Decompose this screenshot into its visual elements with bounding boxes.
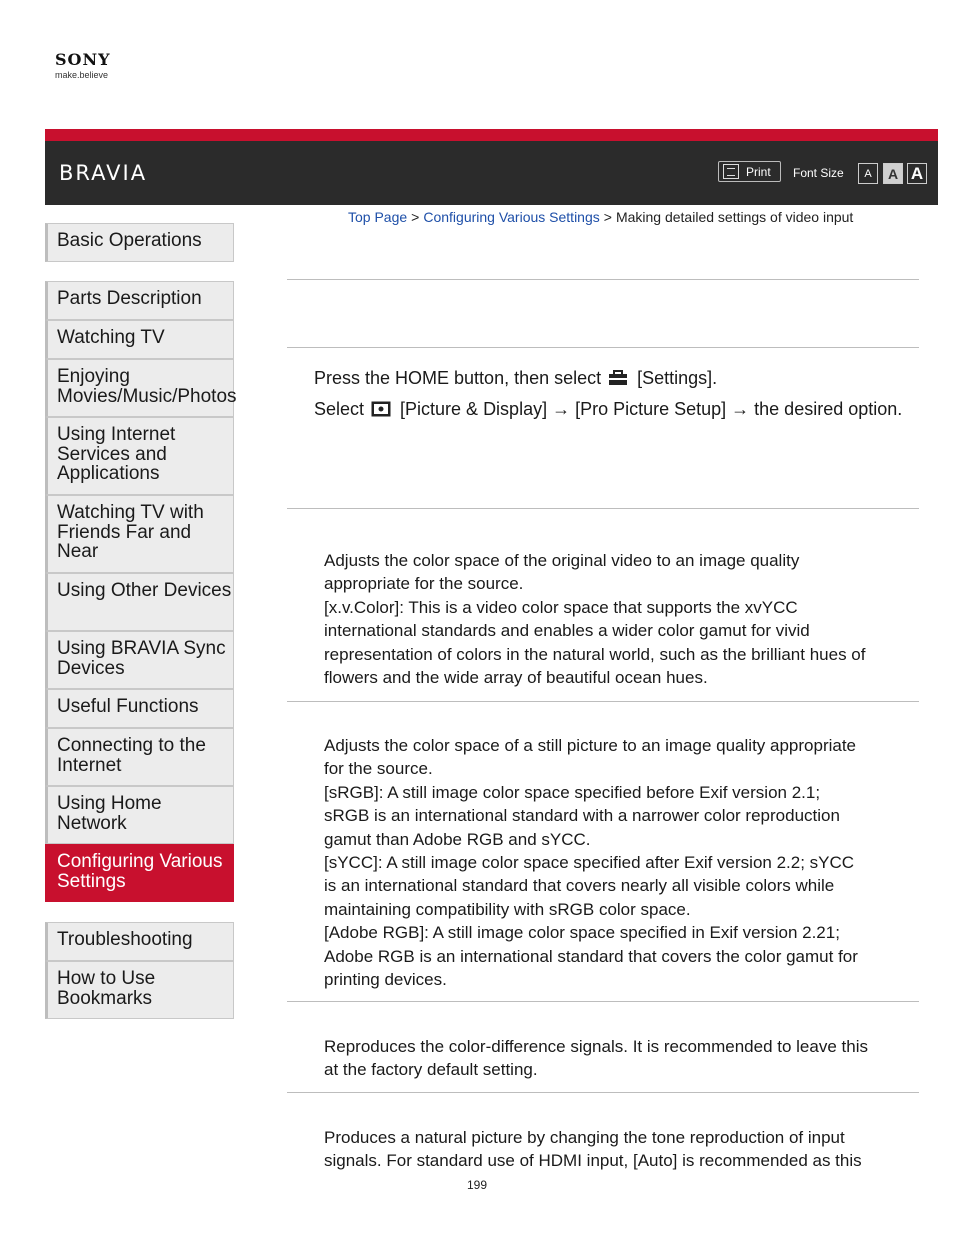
breadcrumb-top-page-link[interactable]: Top Page: [348, 209, 408, 225]
text-line: Adjusts the color space of a still picture to an image quality appropriate: [324, 736, 857, 755]
header-bar: [45, 141, 938, 205]
section-text: [324, 1035, 924, 1082]
text-line: Reproduces the color-difference signals. It is recommended to leave this: [324, 1037, 868, 1056]
text-line: for the source.: [324, 759, 433, 779]
text-line: [sYCC]: A still image color space specified after Exif version 2.2; sYCC: [324, 853, 855, 873]
step-2-text: Select: [314, 399, 370, 419]
step-2: [314, 397, 904, 424]
text-line: international standards and enables a wider color gamut for vivid: [324, 621, 810, 641]
breadcrumb-current: Making detailed settings of video input: [615, 209, 854, 225]
toolbox-icon: [608, 368, 628, 393]
section-divider: [287, 1092, 919, 1093]
printer-icon: [723, 164, 739, 179]
font-size-medium-button[interactable]: A: [883, 163, 903, 184]
page-number: 199: [467, 1178, 488, 1192]
sidebar-item-enjoying-media[interactable]: Enjoying Movies/Music/Photos: [45, 359, 234, 417]
text-line: maintaining compatibility with sRGB color space.: [324, 899, 691, 919]
sidebar-item-troubleshooting[interactable]: Troubleshooting: [45, 922, 234, 961]
print-button[interactable]: [718, 161, 781, 182]
sidebar-item-bookmarks[interactable]: How to Use Bookmarks: [45, 961, 234, 1019]
breadcrumb-separator: >: [411, 209, 420, 225]
section-divider: [287, 701, 919, 702]
text-line: sRGB is an international standard with a narrower color reproduction: [324, 806, 840, 826]
text-line: Adjusts the color space of the original video to an image quality: [324, 551, 800, 570]
section-divider: [287, 347, 919, 348]
step-1-text: Press the HOME button, then select: [314, 368, 607, 388]
section-text: [324, 1126, 924, 1173]
font-size-small-button[interactable]: A: [858, 163, 878, 184]
sidebar-item-home-network[interactable]: Using Home Network: [45, 786, 234, 844]
font-size-label: Font Size: [793, 166, 844, 180]
section-divider: [287, 1001, 919, 1002]
step-2-path-text: [Picture & Display] → [Pro Picture Setup] → the desired option.: [395, 399, 903, 419]
sidebar-item-internet-services[interactable]: Using Internet Services and Applications: [45, 417, 234, 495]
sidebar-item-watching-tv[interactable]: Watching TV: [45, 320, 234, 359]
text-line: at the factory default setting.: [324, 1060, 538, 1080]
section-text: [324, 549, 924, 689]
breadcrumb-section-link[interactable]: Configuring Various Settings: [423, 209, 600, 225]
text-line: gamut than Adobe RGB and sYCC.: [324, 829, 591, 849]
text-line: signals. For standard use of HDMI input, [Auto] is recommended as this: [324, 1151, 862, 1171]
sony-logo: [55, 52, 145, 80]
text-line: Produces a natural picture by changing the tone reproduction of input: [324, 1128, 845, 1147]
font-size-large-button[interactable]: A: [907, 163, 927, 184]
text-line: [sRGB]: A still image color space specified before Exif version 2.1;: [324, 782, 821, 802]
breadcrumb: [348, 209, 853, 225]
sidebar-item-parts-description[interactable]: Parts Description: [45, 281, 234, 320]
text-line: [Adobe RGB]: A still image color space specified in Exif version 2.21;: [324, 923, 840, 943]
step-1-settings-text: [Settings].: [632, 368, 718, 388]
breadcrumb-separator: >: [603, 209, 612, 225]
text-line: Adobe RGB is an international standard that covers the color gamut for: [324, 946, 858, 966]
product-title: BRAVIA: [59, 161, 148, 185]
sidebar-item-basic-operations[interactable]: Basic Operations: [45, 223, 234, 262]
section-text: [324, 734, 924, 991]
sidebar-item-configuring-settings[interactable]: Configuring Various Settings: [45, 844, 234, 902]
sidebar-item-useful-functions[interactable]: Useful Functions: [45, 689, 234, 728]
text-line: printing devices.: [324, 970, 447, 990]
brand-name: SONY: [55, 50, 111, 69]
picture-display-icon: [371, 399, 391, 424]
sidebar-item-other-devices[interactable]: Using Other Devices: [45, 573, 234, 631]
step-1: [314, 366, 904, 393]
header-accent-bar: [45, 129, 938, 141]
text-line: is an international standard that covers nearly all visible colors while: [324, 876, 835, 896]
sidebar-item-connecting-internet[interactable]: Connecting to the Internet: [45, 728, 234, 786]
print-label: Print: [746, 164, 771, 179]
text-line: appropriate for the source.: [324, 574, 524, 594]
brand-tagline: make.believe: [55, 70, 109, 80]
text-line: [x.v.Color]: This is a video color space that supports the xvYCC: [324, 597, 798, 617]
section-divider: [287, 279, 919, 280]
section-divider: [287, 508, 919, 509]
text-line: representation of colors in the natural world, such as the brilliant hues of: [324, 644, 866, 664]
text-line: flowers and the wide array of beautiful ocean hues.: [324, 668, 708, 688]
sidebar-item-watching-with-friends[interactable]: Watching TV with Friends Far and Near: [45, 495, 234, 573]
sidebar-item-bravia-sync[interactable]: Using BRAVIA Sync Devices: [45, 631, 234, 689]
